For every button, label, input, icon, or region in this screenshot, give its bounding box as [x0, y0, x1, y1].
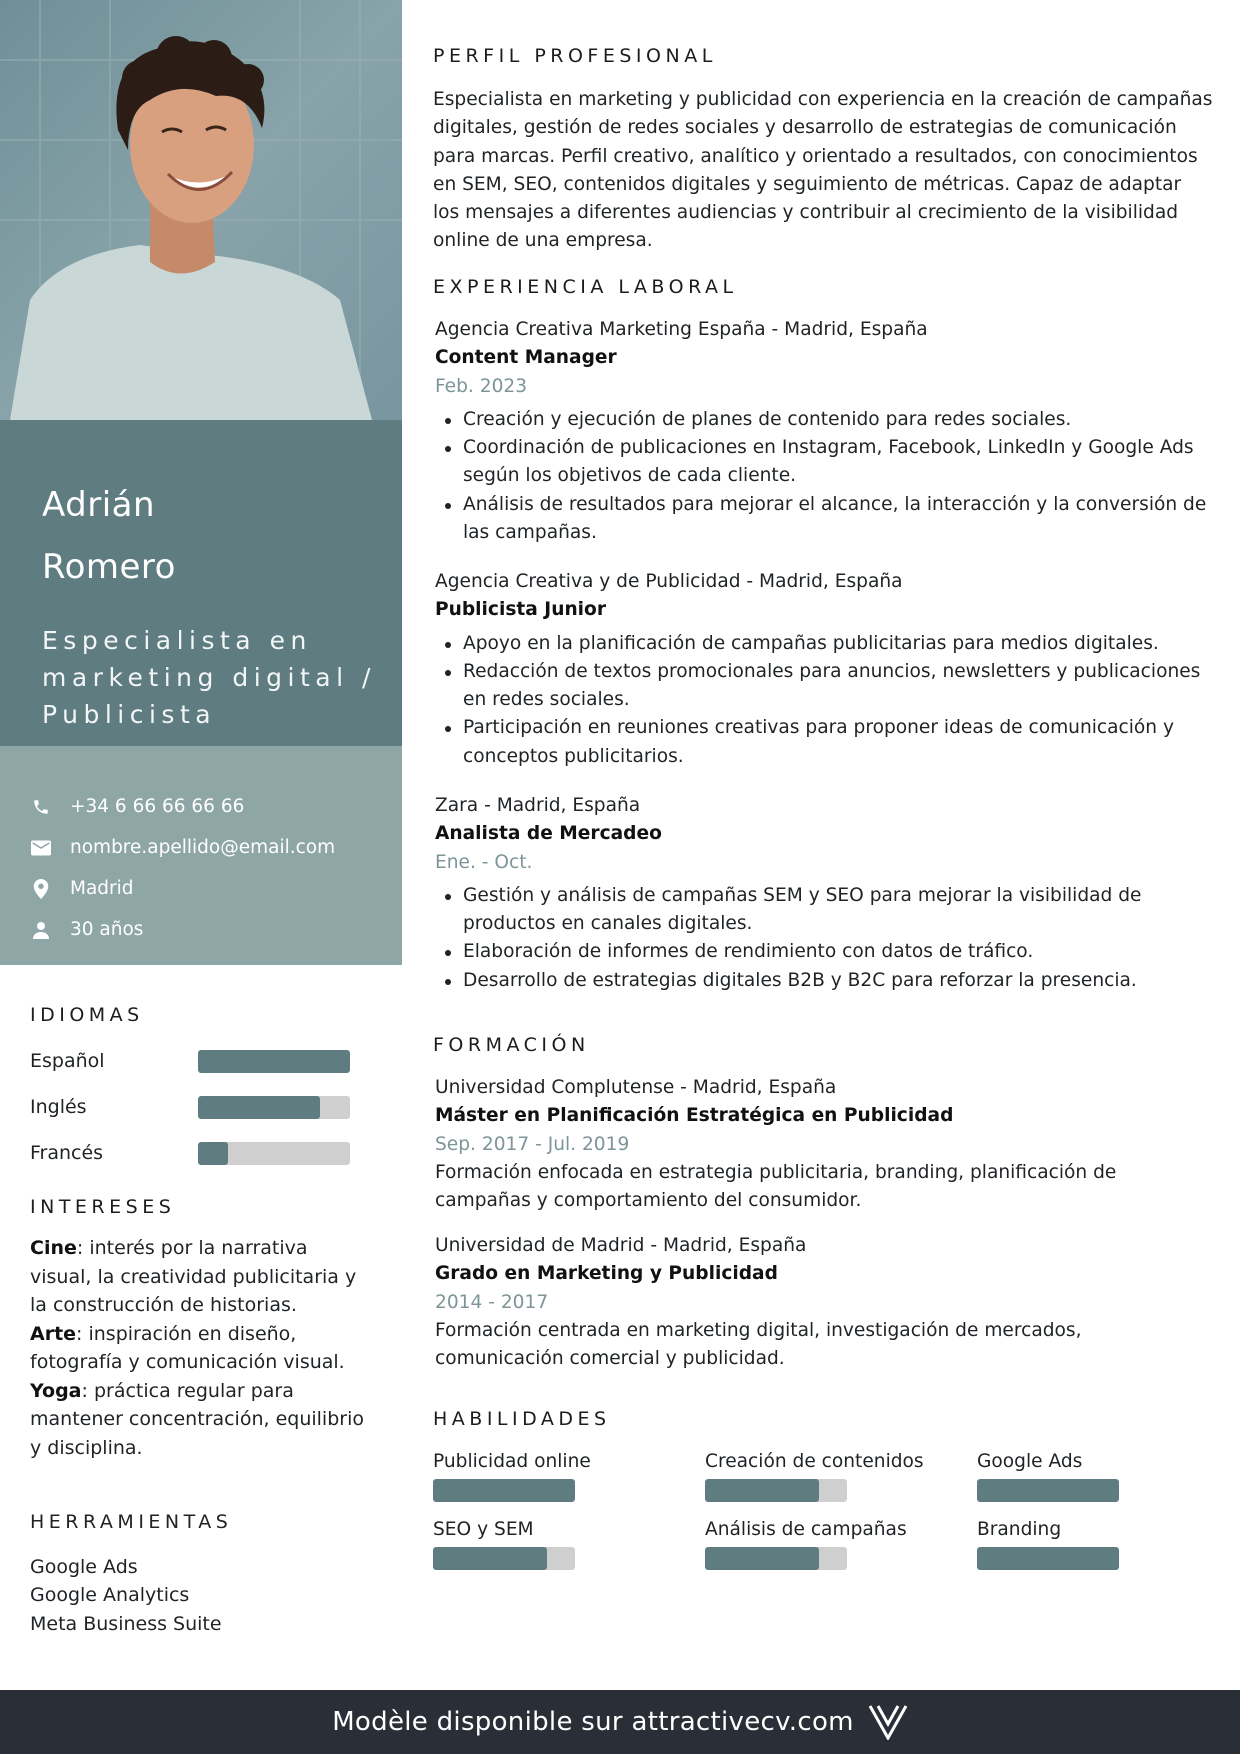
- skill-item: [433, 1517, 633, 1570]
- skill-name: SEO y SEM: [433, 1519, 534, 1540]
- job-bullet: Creación y ejecución de planes de contenido para redes sociales.: [435, 406, 1213, 434]
- skill-level-fill: [433, 1479, 575, 1502]
- language-name: Español: [30, 1050, 105, 1072]
- job-bullet: Elaboración de informes de rendimiento con datos de tráfico.: [435, 938, 1213, 966]
- education-entry: [435, 1074, 1213, 1215]
- job-bullet: Participación en reuniones creativas para proponer ideas de comunicación y conceptos publicitarios.: [435, 714, 1213, 771]
- summary-text: Especialista en marketing y publicidad con experiencia en la creación de campañas digitales, gestión de redes sociales y desarrollo de estrategias de comunicación para marcas. Perfil creativo, analítico y orientado a resultados, con conocimientos en SEM, SEO, contenidos digitales y seguimiento de métricas. Capaz de adaptar los mensajes a diferentes audiencias y contribuir al crecimiento de la visibilidad online de una empresa.: [433, 89, 1213, 252]
- tool-item: Google Ads: [30, 1555, 138, 1578]
- skill-name: Publicidad online: [433, 1451, 591, 1472]
- education-description: Formación enfocada en estrategia publicitaria, branding, planificación de campañas y comportamiento del consumidor.: [435, 1161, 1117, 1212]
- education-description: Formación centrada en marketing digital, investigación de mercados, comunicación comercial y publicidad.: [435, 1319, 1082, 1370]
- education-institution: Universidad Complutense - Madrid, España: [435, 1077, 837, 1098]
- interest-title: Arte: [30, 1322, 77, 1345]
- age: 30 años: [70, 919, 144, 940]
- language-row: [30, 1130, 370, 1176]
- language-row: [30, 1038, 370, 1084]
- name-block: [0, 420, 402, 746]
- job-date: Feb. 2023: [435, 375, 528, 397]
- education-degree: Máster en Planificación Estratégica en Publicidad: [435, 1105, 954, 1127]
- location: Madrid: [70, 878, 134, 899]
- person-icon: [30, 919, 52, 941]
- job-bullets: [435, 630, 1213, 771]
- contact-phone: [0, 786, 402, 827]
- skill-item: [977, 1449, 1177, 1502]
- language-name: Francés: [30, 1142, 104, 1164]
- sidebar: [0, 0, 402, 1690]
- interest-title: Yoga: [30, 1379, 82, 1402]
- contact-location: [0, 868, 402, 909]
- interest-title: Cine: [30, 1237, 77, 1259]
- footer-banner[interactable]: [0, 1690, 1240, 1754]
- interest-text: : inspiración en diseño, fotografía y comunicación visual.: [30, 1322, 345, 1373]
- skill-item: [705, 1449, 924, 1502]
- contact-email: [0, 827, 402, 868]
- job-bullet: Desarrollo de estrategias digitales B2B y B2C para reforzar la presencia.: [435, 967, 1213, 995]
- job-entry: [435, 792, 1213, 995]
- language-row: [30, 1084, 370, 1130]
- job-company: Zara - Madrid, España: [435, 795, 641, 816]
- interests-section: [30, 1196, 370, 1462]
- interest-text: : práctica regular para mantener concentración, equilibrio y disciplina.: [30, 1379, 364, 1459]
- envelope-icon: [30, 837, 52, 859]
- tool-item: Google Analytics: [30, 1584, 190, 1606]
- skill-item: [977, 1517, 1177, 1570]
- contact-age: [0, 909, 402, 950]
- language-level-fill: [198, 1050, 350, 1073]
- job-entry: [435, 316, 1213, 547]
- tools-heading: HERRAMIENTAS: [30, 1511, 233, 1533]
- skill-level-fill: [977, 1547, 1119, 1570]
- job-bullet: Análisis de resultados para mejorar el alcance, la interacción y la conversión de las campañas.: [435, 491, 1213, 548]
- phone-number[interactable]: +34 6 66 66 66 66: [70, 796, 245, 817]
- last-name: Romero: [42, 547, 176, 587]
- languages-section: [30, 1004, 370, 1176]
- skill-name: Análisis de campañas: [705, 1519, 907, 1540]
- education-entry: [435, 1232, 1213, 1373]
- skill-item: [433, 1449, 633, 1502]
- interests-heading: INTERESES: [30, 1196, 176, 1218]
- skill-item: [705, 1517, 905, 1570]
- job-bullets: [435, 406, 1213, 547]
- language-level-bar: [198, 1142, 350, 1165]
- job-role: Content Manager: [435, 347, 617, 369]
- footer-text[interactable]: Modèle disponible sur attractivecv.com: [332, 1707, 854, 1737]
- job-entry: [435, 568, 1213, 771]
- skill-name: Google Ads: [977, 1451, 1083, 1472]
- job-role: Analista de Mercadeo: [435, 823, 662, 845]
- education-institution: Universidad de Madrid - Madrid, España: [435, 1235, 807, 1256]
- job-role: Publicista Junior: [435, 599, 607, 621]
- job-company: Agencia Creativa y de Publicidad - Madrid, España: [435, 571, 903, 592]
- education-heading: FORMACIÓN: [433, 1034, 590, 1056]
- location-pin-icon: [30, 878, 52, 900]
- skill-level-fill: [705, 1479, 819, 1502]
- language-level-bar: [198, 1050, 350, 1073]
- job-bullet: Gestión y análisis de campañas SEM y SEO para mejorar la visibilidad de productos en canales digitales.: [435, 882, 1213, 939]
- contact-block: [0, 746, 402, 965]
- skill-level-bar: [433, 1547, 575, 1570]
- skill-level-bar: [977, 1547, 1119, 1570]
- language-level-fill: [198, 1096, 320, 1119]
- interest-item: [30, 1377, 370, 1463]
- skill-level-fill: [433, 1547, 547, 1570]
- tool-item: Meta Business Suite: [30, 1612, 222, 1635]
- attractivecv-logo-icon: [868, 1704, 908, 1740]
- interest-item: [30, 1234, 370, 1320]
- skill-level-bar: [705, 1547, 847, 1570]
- skill-level-bar: [433, 1479, 575, 1502]
- job-title: Especialista en marketing digital / Publicista: [42, 626, 376, 729]
- education-date: 2014 - 2017: [435, 1291, 549, 1313]
- job-bullet: Redacción de textos promocionales para anuncios, newsletters y publicaciones en redes sociales.: [435, 658, 1213, 715]
- summary-heading: PERFIL PROFESIONAL: [433, 45, 717, 67]
- language-name: Inglés: [30, 1096, 87, 1118]
- skill-level-bar: [977, 1479, 1119, 1502]
- job-company: Agencia Creativa Marketing España - Madrid, España: [435, 319, 928, 340]
- interest-item: [30, 1320, 370, 1377]
- job-bullet: Apoyo en la planificación de campañas publicitarias para medios digitales.: [435, 630, 1213, 658]
- skill-name: Creación de contenidos: [705, 1451, 924, 1472]
- languages-heading: IDIOMAS: [30, 1004, 144, 1026]
- skill-level-fill: [977, 1479, 1119, 1502]
- profile-photo: [0, 0, 402, 420]
- first-name: Adrián: [42, 485, 156, 525]
- language-level-bar: [198, 1096, 350, 1119]
- job-bullet: Coordinación de publicaciones en Instagram, Facebook, LinkedIn y Google Ads según los objetivos de cada cliente.: [435, 434, 1213, 491]
- language-level-fill: [198, 1142, 228, 1165]
- skill-level-fill: [705, 1547, 819, 1570]
- skill-level-bar: [705, 1479, 847, 1502]
- interest-text: : interés por la narrativa visual, la creatividad publicitaria y la construcción de historias.: [30, 1237, 357, 1316]
- email-address[interactable]: nombre.apellido@email.com: [70, 837, 336, 858]
- education-degree: Grado en Marketing y Publicidad: [435, 1263, 778, 1285]
- education-date: Sep. 2017 - Jul. 2019: [435, 1133, 630, 1155]
- job-date: Ene. - Oct.: [435, 851, 533, 873]
- skills-heading: HABILIDADES: [433, 1408, 611, 1430]
- tools-section: [30, 1508, 370, 1638]
- job-bullets: [435, 882, 1213, 995]
- languages-list: [30, 1038, 370, 1176]
- experience-heading: EXPERIENCIA LABORAL: [433, 276, 738, 298]
- phone-icon: [30, 796, 52, 818]
- skill-name: Branding: [977, 1519, 1062, 1540]
